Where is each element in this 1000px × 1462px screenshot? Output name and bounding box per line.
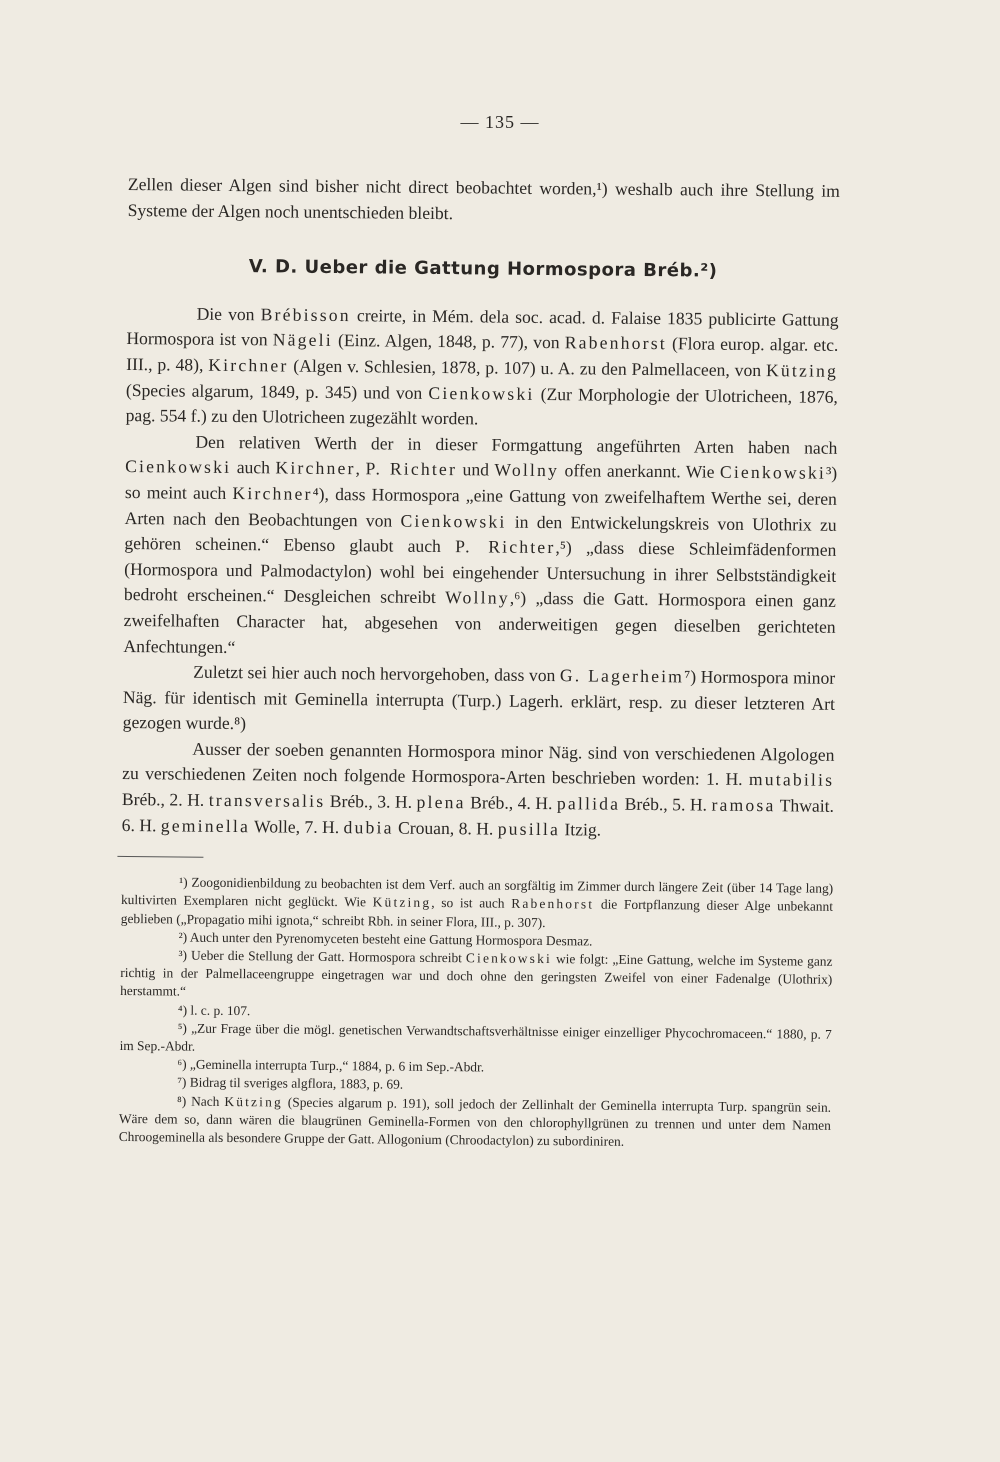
section-heading: V. D. Ueber die Gattung Hormospora Bréb.²) xyxy=(248,256,718,282)
footnote-4: ⁴) l. c. p. 107. xyxy=(177,1002,251,1018)
intro-paragraph: Zellen dieser Algen sind bisher nicht direct beobachtet worden,¹) weshalb auch ihre Stellung im Systeme der Algen noch unentschieden bleibt. xyxy=(127,173,840,223)
footnote-divider xyxy=(117,856,203,858)
footnote-8: ⁸) Nach Kützing (Species algarum p. 191), soll jedoch der Zellinhalt der Geminella interrupta Turp. spangrün sein. Wäre dem so, dann wären die blaugrünen Geminella-Formen von den chlorophyllgrünen zu trennen und unter dem Namen Chroogeminella als besondere Gruppe der Gatt. Allogonium (Chroodactylon) zu subordiniren. xyxy=(118,1093,832,1149)
footnote-1: ¹) Zoogonidienbildung zu beobachten ist dem Verf. auch an sorgfältig im Zimmer durch längere Zeit (über 14 Tage lang) kultivirten Exemplaren nicht geglückt. Wie Kützing, so ist auch Rabenhorst die Fortpflanzung dieser Alge unbekannt geblieben („Propagatio mihi ignota,“ schreibt Rbh. in seiner Flora, III., p. 307). xyxy=(120,874,834,930)
footnotes xyxy=(119,873,834,1153)
paragraph-2: Den relativen Werth der in dieser Formgattung angeführten Arten haben nach Cienkowski auch Kirchner, P. Richter und Wollny offen anerkannt. Wie Cienkowski³) so meint auch Kirchner⁴), dass Hormospora „eine Gattung von zweifelhaftem Werthe sei, deren Arten nach den Beobachtungen von Cienkowski in den Entwickelungskreis von Ulothrix zu gehören scheinen.“ Ebenso glaubt auch P. Richter,⁵) „dass diese Schleimfädenformen (Hormospora und Palmodactylon) wohl bei eingehender Untersuchung in ihrer Selbstständigkeit bedroht erscheinen.“ Desgleichen schreibt Wollny,⁶) „dass die Gatt. Hormospora einen ganz zweifelhaften Character hat, abgesehen von anderweitigen gegen dieselben gerichteten Anfechtungen.“ xyxy=(123,431,838,657)
paragraph-3: Zuletzt sei hier auch noch hervorgehoben, dass von G. Lagerheim⁷) Hormospora minor Näg. für identisch mit Geminella interrupta (Turp.) Lagerh. erklärt, resp. zu dieser letzteren Art gezogen wurde.⁸) xyxy=(122,661,836,734)
footnote-6: ⁶) „Geminella interrupta Turp.,“ 1884, p. 6 im Sep.-Abdr. xyxy=(177,1056,485,1075)
page-number: — 135 — xyxy=(460,112,540,132)
paragraph-4: Ausser der soeben genannten Hormospora minor Näg. sind von verschiedenen Algologen zu verschiedenen Zeiten noch folgende Hormospora-Arten beschrieben worden: 1. H. mutabilis Bréb., 2. H. transversalis Bréb., 3. H. plena Bréb., 4. H. pallida Bréb., 5. H. ramosa Thwait. 6. H. geminella Wolle, 7. H. dubia Crouan, 8. H. pusilla Itzig. xyxy=(121,738,835,840)
page-body xyxy=(119,172,840,1153)
footnote-2: ²) Auch unter den Pyrenomyceten besteht eine Gattung Hormospora Desmaz. xyxy=(178,929,593,949)
footnote-3: ³) Ueber die Stellung der Gatt. Hormospora schreibt Cienkowski wie folgt: „Eine Gattung, welche im Systeme ganz richtig in der Palmellaceengruppe eingetragen war und doch ohne den geringsten Zweifel von einer Fadenalge (Ulothrix) herstammt.“ xyxy=(120,947,833,1000)
footnote-5: ⁵) „Zur Frage über die mögl. genetischen Verwandtschaftsverhältnisse einiger einzelliger Phycochromaceen.“ 1880, p. 7 im Sep.-Abdr. xyxy=(119,1020,832,1054)
footnote-7: ⁷) Bidrag til sveriges algflora, 1883, p. 69. xyxy=(177,1074,404,1093)
paragraph-1: Die von Brébisson creirte, in Mém. dela soc. acad. d. Falaise 1835 publicirte Gattung Hormospora ist von Nägeli (Einz. Algen, 1848, p. 77), von Rabenhorst (Flora europ. algar. etc. III., p. 48), Kirchner (Algen v. Schlesien, 1878, p. 107) u. A. zu den Palmellaceen, von Kützing (Species algarum, 1849, p. 345) und von Cienkowski (Zur Morphologie der Ulotricheen, 1876, pag. 554 f.) zu den Ulotricheen zugezählt worden. xyxy=(125,303,839,429)
